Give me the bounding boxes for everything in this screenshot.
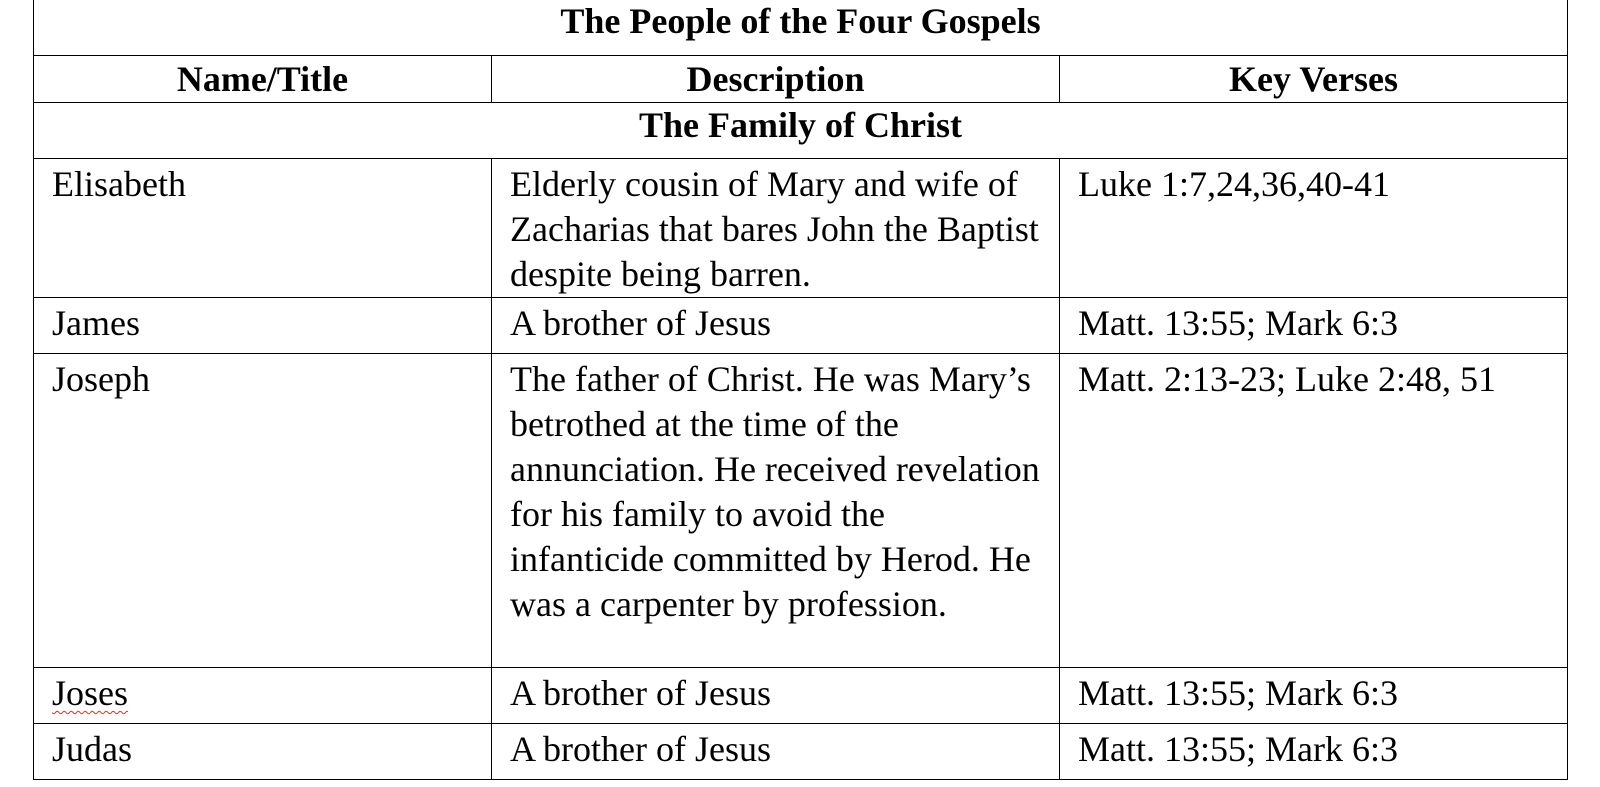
table-title-row <box>34 0 1568 56</box>
description-cell: A brother of Jesus <box>492 668 1060 724</box>
description-cell: A brother of Jesus <box>492 724 1060 780</box>
table-row <box>34 298 1568 354</box>
table-row <box>34 724 1568 780</box>
name-cell: Elisabeth <box>34 159 492 298</box>
verses-cell: Luke 1:7,24,36,40-41 <box>1060 159 1568 298</box>
table-row <box>34 354 1568 668</box>
name-cell <box>34 668 492 724</box>
table-title: The People of the Four Gospels <box>34 0 1568 56</box>
name-cell: Joseph <box>34 354 492 668</box>
section-row <box>34 103 1568 159</box>
spellcheck-underlined-name: Joses <box>52 673 129 713</box>
verses-cell: Matt. 2:13-23; Luke 2:48, 51 <box>1060 354 1568 668</box>
column-header-verses: Key Verses <box>1060 56 1568 103</box>
name-cell: James <box>34 298 492 354</box>
gospels-people-table <box>33 0 1568 780</box>
table-header-row <box>34 56 1568 103</box>
name-cell: Judas <box>34 724 492 780</box>
description-cell: The father of Christ. He was Mary’s betrothed at the time of the annunciation. He received revelation for his family to avoid the infanticide committed by Herod. He was a carpenter by profession. <box>492 354 1060 668</box>
description-cell: A brother of Jesus <box>492 298 1060 354</box>
description-cell: Elderly cousin of Mary and wife of Zacharias that bares John the Baptist despite being barren. <box>492 159 1060 298</box>
section-heading: The Family of Christ <box>34 103 1568 159</box>
column-header-description: Description <box>492 56 1060 103</box>
verses-cell: Matt. 13:55; Mark 6:3 <box>1060 668 1568 724</box>
table-row <box>34 668 1568 724</box>
table-row <box>34 159 1568 298</box>
column-header-name: Name/Title <box>34 56 492 103</box>
verses-cell: Matt. 13:55; Mark 6:3 <box>1060 298 1568 354</box>
verses-cell: Matt. 13:55; Mark 6:3 <box>1060 724 1568 780</box>
